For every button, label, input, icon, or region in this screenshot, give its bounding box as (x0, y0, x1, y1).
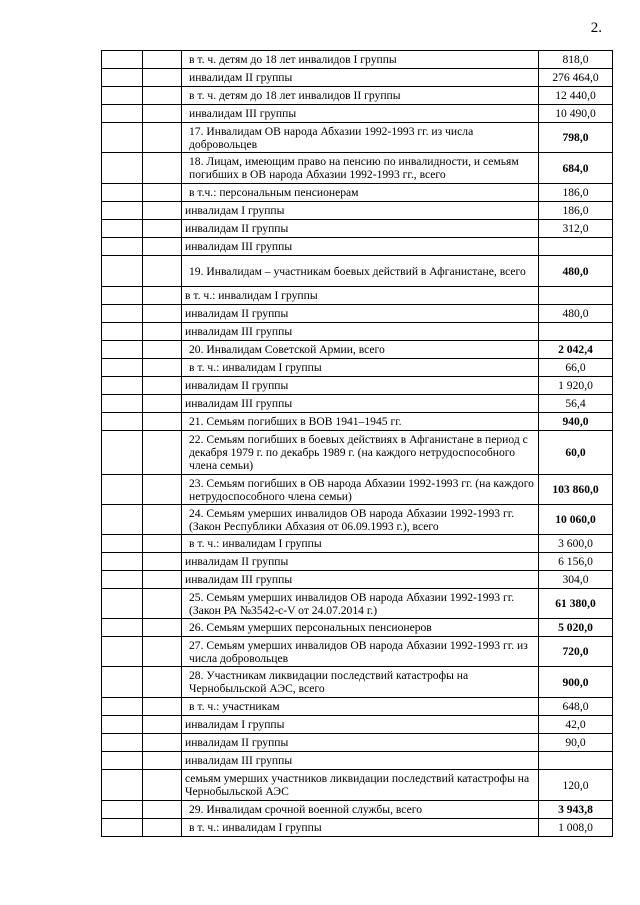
row-label: семьям умерших участников ликвидации последствий катастрофы на Чернобыльской АЭС (182, 770, 539, 801)
empty-cell-2 (143, 238, 182, 256)
table-row (102, 819, 613, 837)
empty-cell-2 (143, 256, 182, 287)
row-value: 10 490,0 (539, 105, 613, 123)
row-label: в т. ч.: инвалидам I группы (182, 819, 539, 837)
empty-cell-2 (143, 475, 182, 505)
table-row (102, 535, 613, 553)
table-row (102, 51, 613, 69)
empty-cell-2 (143, 395, 182, 413)
row-value: 186,0 (539, 202, 613, 220)
row-value (539, 752, 613, 770)
row-value (539, 238, 613, 256)
table-row (102, 256, 613, 287)
empty-cell-2 (143, 716, 182, 734)
empty-cell-1 (102, 431, 143, 475)
empty-cell-1 (102, 256, 143, 287)
empty-cell-1 (102, 69, 143, 87)
table-row (102, 220, 613, 238)
table-row (102, 801, 613, 819)
table-row (102, 105, 613, 123)
row-label: в т. ч. детям до 18 лет инвалидов I группы (182, 51, 539, 69)
empty-cell-2 (143, 801, 182, 819)
table-body (102, 51, 613, 837)
empty-cell-1 (102, 734, 143, 752)
empty-cell-1 (102, 395, 143, 413)
table-row (102, 553, 613, 571)
row-label: 23. Семьям погибших в ОВ народа Абхазии 1992-1993 гг. (на каждого нетрудоспособного члена семьи) (182, 475, 539, 505)
empty-cell-1 (102, 801, 143, 819)
empty-cell-2 (143, 589, 182, 619)
table-row (102, 734, 613, 752)
row-value: 5 020,0 (539, 619, 613, 637)
table-row (102, 359, 613, 377)
row-value: 186,0 (539, 184, 613, 202)
row-label: в т. ч.: участникам (182, 698, 539, 716)
row-value: 90,0 (539, 734, 613, 752)
row-label: инвалидам III группы (182, 752, 539, 770)
empty-cell-2 (143, 287, 182, 305)
row-value: 6 156,0 (539, 553, 613, 571)
empty-cell-2 (143, 341, 182, 359)
row-value: 3 943,8 (539, 801, 613, 819)
empty-cell-2 (143, 51, 182, 69)
table-row (102, 341, 613, 359)
empty-cell-1 (102, 202, 143, 220)
row-label: инвалидам II группы (182, 377, 539, 395)
empty-cell-1 (102, 571, 143, 589)
empty-cell-1 (102, 819, 143, 837)
row-value: 61 380,0 (539, 589, 613, 619)
empty-cell-2 (143, 359, 182, 377)
row-label: инвалидам II группы (182, 305, 539, 323)
empty-cell-1 (102, 698, 143, 716)
row-label: инвалидам III группы (182, 323, 539, 341)
row-value: 12 440,0 (539, 87, 613, 105)
empty-cell-1 (102, 637, 143, 667)
empty-cell-2 (143, 619, 182, 637)
empty-cell-1 (102, 770, 143, 801)
empty-cell-1 (102, 51, 143, 69)
row-label: в т. ч.: инвалидам I группы (182, 287, 539, 305)
table-row (102, 589, 613, 619)
row-value: 2 042,4 (539, 341, 613, 359)
table-row (102, 505, 613, 535)
row-value: 684,0 (539, 153, 613, 184)
table-row (102, 153, 613, 184)
row-label: инвалидам I группы (182, 202, 539, 220)
table-row (102, 413, 613, 431)
table-row (102, 238, 613, 256)
row-value: 798,0 (539, 123, 613, 153)
empty-cell-2 (143, 153, 182, 184)
row-label: 27. Семьям умерших инвалидов ОВ народа Абхазии 1992-1993 гг. из числа добровольцев (182, 637, 539, 667)
row-value: 312,0 (539, 220, 613, 238)
row-value: 42,0 (539, 716, 613, 734)
empty-cell-1 (102, 553, 143, 571)
table-row (102, 87, 613, 105)
row-value: 720,0 (539, 637, 613, 667)
table-row (102, 752, 613, 770)
row-label: инвалидам II группы (182, 734, 539, 752)
table-row (102, 305, 613, 323)
empty-cell-1 (102, 184, 143, 202)
row-value (539, 323, 613, 341)
row-label: инвалидам II группы (182, 220, 539, 238)
row-label: 21. Семьям погибших в ВОВ 1941–1945 гг. (182, 413, 539, 431)
row-label: в т. ч. детям до 18 лет инвалидов II группы (182, 87, 539, 105)
empty-cell-1 (102, 105, 143, 123)
table-row (102, 323, 613, 341)
row-label: 20. Инвалидам Советской Армии, всего (182, 341, 539, 359)
empty-cell-2 (143, 202, 182, 220)
empty-cell-2 (143, 734, 182, 752)
table-row (102, 377, 613, 395)
row-value: 56,4 (539, 395, 613, 413)
row-label: 26. Семьям умерших персональных пенсионеров (182, 619, 539, 637)
empty-cell-1 (102, 153, 143, 184)
row-label: 24. Семьям умерших инвалидов ОВ народа Абхазии 1992-1993 гг. (Закон Республики Абхазия от 06.09.1993 г.), всего (182, 505, 539, 535)
empty-cell-2 (143, 87, 182, 105)
empty-cell-2 (143, 505, 182, 535)
empty-cell-2 (143, 377, 182, 395)
row-value: 480,0 (539, 256, 613, 287)
page-number: 2. (590, 20, 602, 36)
row-label: инвалидам III группы (182, 395, 539, 413)
empty-cell-2 (143, 105, 182, 123)
table-row (102, 667, 613, 698)
table-row (102, 571, 613, 589)
table-row (102, 716, 613, 734)
row-label: 17. Инвалидам ОВ народа Абхазии 1992-1993 гг. из числа добровольцев (182, 123, 539, 153)
empty-cell-2 (143, 431, 182, 475)
empty-cell-2 (143, 819, 182, 837)
row-value: 10 060,0 (539, 505, 613, 535)
row-value: 3 600,0 (539, 535, 613, 553)
row-label: 19. Инвалидам – участникам боевых действий в Афганистане, всего (182, 256, 539, 287)
empty-cell-2 (143, 637, 182, 667)
empty-cell-2 (143, 305, 182, 323)
empty-cell-1 (102, 123, 143, 153)
empty-cell-1 (102, 305, 143, 323)
table-row (102, 431, 613, 475)
empty-cell-1 (102, 752, 143, 770)
empty-cell-1 (102, 667, 143, 698)
row-label: в т. ч.: инвалидам I группы (182, 359, 539, 377)
empty-cell-1 (102, 475, 143, 505)
empty-cell-1 (102, 341, 143, 359)
row-value: 940,0 (539, 413, 613, 431)
empty-cell-2 (143, 323, 182, 341)
row-value: 1 920,0 (539, 377, 613, 395)
empty-cell-2 (143, 123, 182, 153)
row-label: инвалидам I группы (182, 716, 539, 734)
table-row (102, 69, 613, 87)
row-value: 120,0 (539, 770, 613, 801)
row-value (539, 287, 613, 305)
row-value: 66,0 (539, 359, 613, 377)
row-value: 60,0 (539, 431, 613, 475)
row-value: 480,0 (539, 305, 613, 323)
table-row (102, 637, 613, 667)
table-row (102, 395, 613, 413)
row-value: 648,0 (539, 698, 613, 716)
empty-cell-1 (102, 505, 143, 535)
row-value: 818,0 (539, 51, 613, 69)
row-label: 22. Семьям погибших в боевых действиях в Афганистане в период с декабря 1979 г. по декабрь 1989 г. (на каждого нетрудоспособного члена семьи) (182, 431, 539, 475)
empty-cell-1 (102, 619, 143, 637)
table-row (102, 184, 613, 202)
empty-cell-2 (143, 667, 182, 698)
row-label: в т. ч.: инвалидам I группы (182, 535, 539, 553)
empty-cell-2 (143, 553, 182, 571)
row-value: 900,0 (539, 667, 613, 698)
row-value: 304,0 (539, 571, 613, 589)
row-label: в т.ч.: персональным пенсионерам (182, 184, 539, 202)
table-row (102, 475, 613, 505)
empty-cell-1 (102, 359, 143, 377)
row-label: инвалидам II группы (182, 69, 539, 87)
empty-cell-1 (102, 377, 143, 395)
row-label: 25. Семьям умерших инвалидов ОВ народа Абхазии 1992-1993 гг. (Закон РА №3542-с-V от 24.07.2014 г.) (182, 589, 539, 619)
row-label: инвалидам III группы (182, 238, 539, 256)
empty-cell-1 (102, 535, 143, 553)
empty-cell-2 (143, 184, 182, 202)
row-label: инвалидам III группы (182, 571, 539, 589)
empty-cell-1 (102, 323, 143, 341)
empty-cell-2 (143, 535, 182, 553)
empty-cell-2 (143, 770, 182, 801)
table-row (102, 619, 613, 637)
empty-cell-2 (143, 220, 182, 238)
empty-cell-1 (102, 287, 143, 305)
empty-cell-2 (143, 413, 182, 431)
empty-cell-2 (143, 571, 182, 589)
empty-cell-1 (102, 716, 143, 734)
empty-cell-1 (102, 220, 143, 238)
empty-cell-2 (143, 752, 182, 770)
row-label: инвалидам II группы (182, 553, 539, 571)
table-row (102, 123, 613, 153)
benefits-table (101, 50, 613, 837)
row-value: 276 464,0 (539, 69, 613, 87)
row-label: инвалидам III группы (182, 105, 539, 123)
row-label: 28. Участникам ликвидации последствий катастрофы на Чернобыльской АЭС, всего (182, 667, 539, 698)
row-value: 1 008,0 (539, 819, 613, 837)
empty-cell-1 (102, 589, 143, 619)
empty-cell-1 (102, 238, 143, 256)
table-row (102, 770, 613, 801)
empty-cell-1 (102, 413, 143, 431)
empty-cell-2 (143, 698, 182, 716)
row-value: 103 860,0 (539, 475, 613, 505)
table-row (102, 698, 613, 716)
empty-cell-1 (102, 87, 143, 105)
table-row (102, 287, 613, 305)
row-label: 29. Инвалидам срочной военной службы, всего (182, 801, 539, 819)
row-label: 18. Лицам, имеющим право на пенсию по инвалидности, и семьям погибших в ОВ народа Абхазии 1992-1993 гг., всего (182, 153, 539, 184)
empty-cell-2 (143, 69, 182, 87)
table-row (102, 202, 613, 220)
